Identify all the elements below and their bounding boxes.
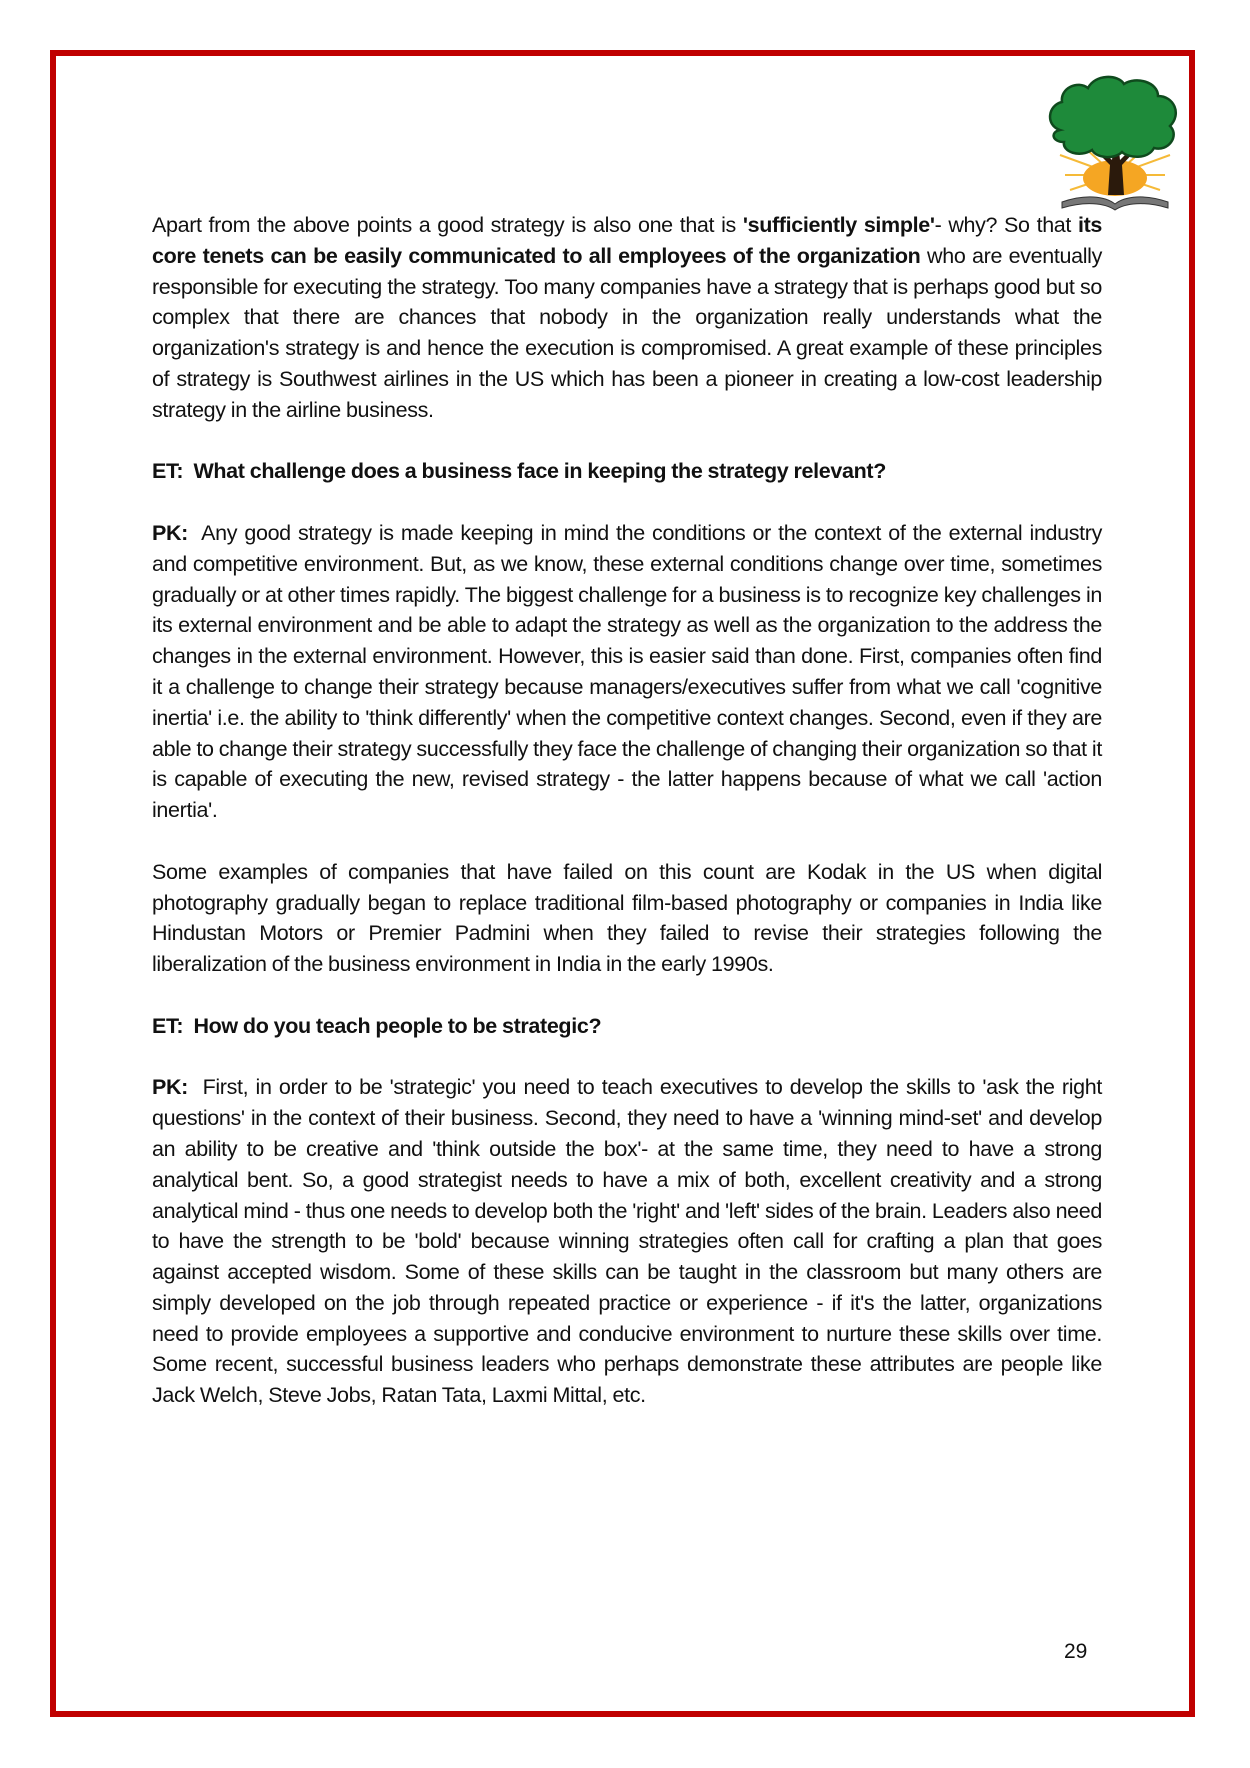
intro-paragraph: Apart from the above points a good strategy is also one that is 'sufficiently simple'- why? So that its core tenets can be easily communicated to all employees of the organization who are eventually responsible for executing the strategy. Too many companies have a strategy that is perhaps good but so complex that there are chances that nobody in the organization really understands what the organization's strategy is and hence the execution is compromised. A great example of these principles of strategy is Southwest airlines in the US which has been a pioneer in creating a low-cost leadership strategy in the airline business. <box>152 213 1102 422</box>
question-text: What challenge does a business face in keeping the strategy relevant? <box>193 459 886 484</box>
question-speaker: ET: <box>152 459 184 484</box>
emphasis-sufficiently-simple: 'sufficiently simple' <box>742 213 935 237</box>
question-1 <box>152 456 1102 487</box>
answer-speaker: PK: <box>152 520 188 545</box>
answer-speaker: PK: <box>152 1075 188 1100</box>
page-number: 29 <box>1064 1640 1088 1663</box>
document-body <box>152 210 1102 1442</box>
answer-1-continued: Some examples of companies that have failed on this count are Kodak in the US when digital photography gradually began to replace traditional film-based photography or companies in India like Hindustan Motors or Premier Padmini when they failed to revise their strategies following the liberalization of the business environment in India in the early 1990s. <box>152 859 1102 977</box>
answer-text: Any good strategy is made keeping in mind the conditions or the context of the external industry and competitive environment. But, as we know, these external conditions change over time, sometimes gradually or at other times rapidly. The biggest challenge for a business is to recognize key challenges in its external environment and be able to adapt the strategy as well as the organization to the address the changes in the external environment. However, this is easier said than done. First, companies often find it a challenge to change their strategy because managers/executives suffer from what we call 'cognitive inertia' i.e. the ability to 'think differently' when the competitive context changes. Second, even if they are able to change their strategy successfully they face the challenge of changing their organization so that it is capable of executing the new, revised strategy - the latter happens because of what we call 'action inertia'. <box>152 520 1103 823</box>
tree-on-book-logo-icon <box>1040 70 1190 215</box>
emphasis-core-tenets: its core tenets can be easily communicated to all employees of the organization <box>152 213 1102 268</box>
question-text: How do you teach people to be strategic? <box>193 1013 602 1038</box>
answer-2 <box>152 1072 1102 1411</box>
question-speaker: ET: <box>152 1013 184 1038</box>
answer-1 <box>152 518 1102 826</box>
question-2 <box>152 1011 1102 1042</box>
answer-text: First, in order to be 'strategic' you need to teach executives to develop the skills to 'ask the right questions' in the context of their business. Second, they need to have a 'winning mind-set' and develop an ability to be creative and 'think outside the box'- at the same time, they need to have a strong analytical bent. So, a good strategist needs to have a mix of both, excellent creativity and a strong analytical mind - thus one needs to develop both the 'right' and 'left' sides of the brain. Leaders also need to have the strength to be 'bold' because winning strategies often call for crafting a plan that goes against accepted wisdom. Some of these skills can be taught in the classroom but many others are simply developed on the job through repeated practice or experience - if it's the latter, organizations need to provide employees a supportive and conducive environment to nurture these skills over time. Some recent, successful business leaders who perhaps demonstrate these attributes are people like Jack Welch, Steve Jobs, Ratan Tata, Laxmi Mittal, etc. <box>152 1075 1102 1408</box>
